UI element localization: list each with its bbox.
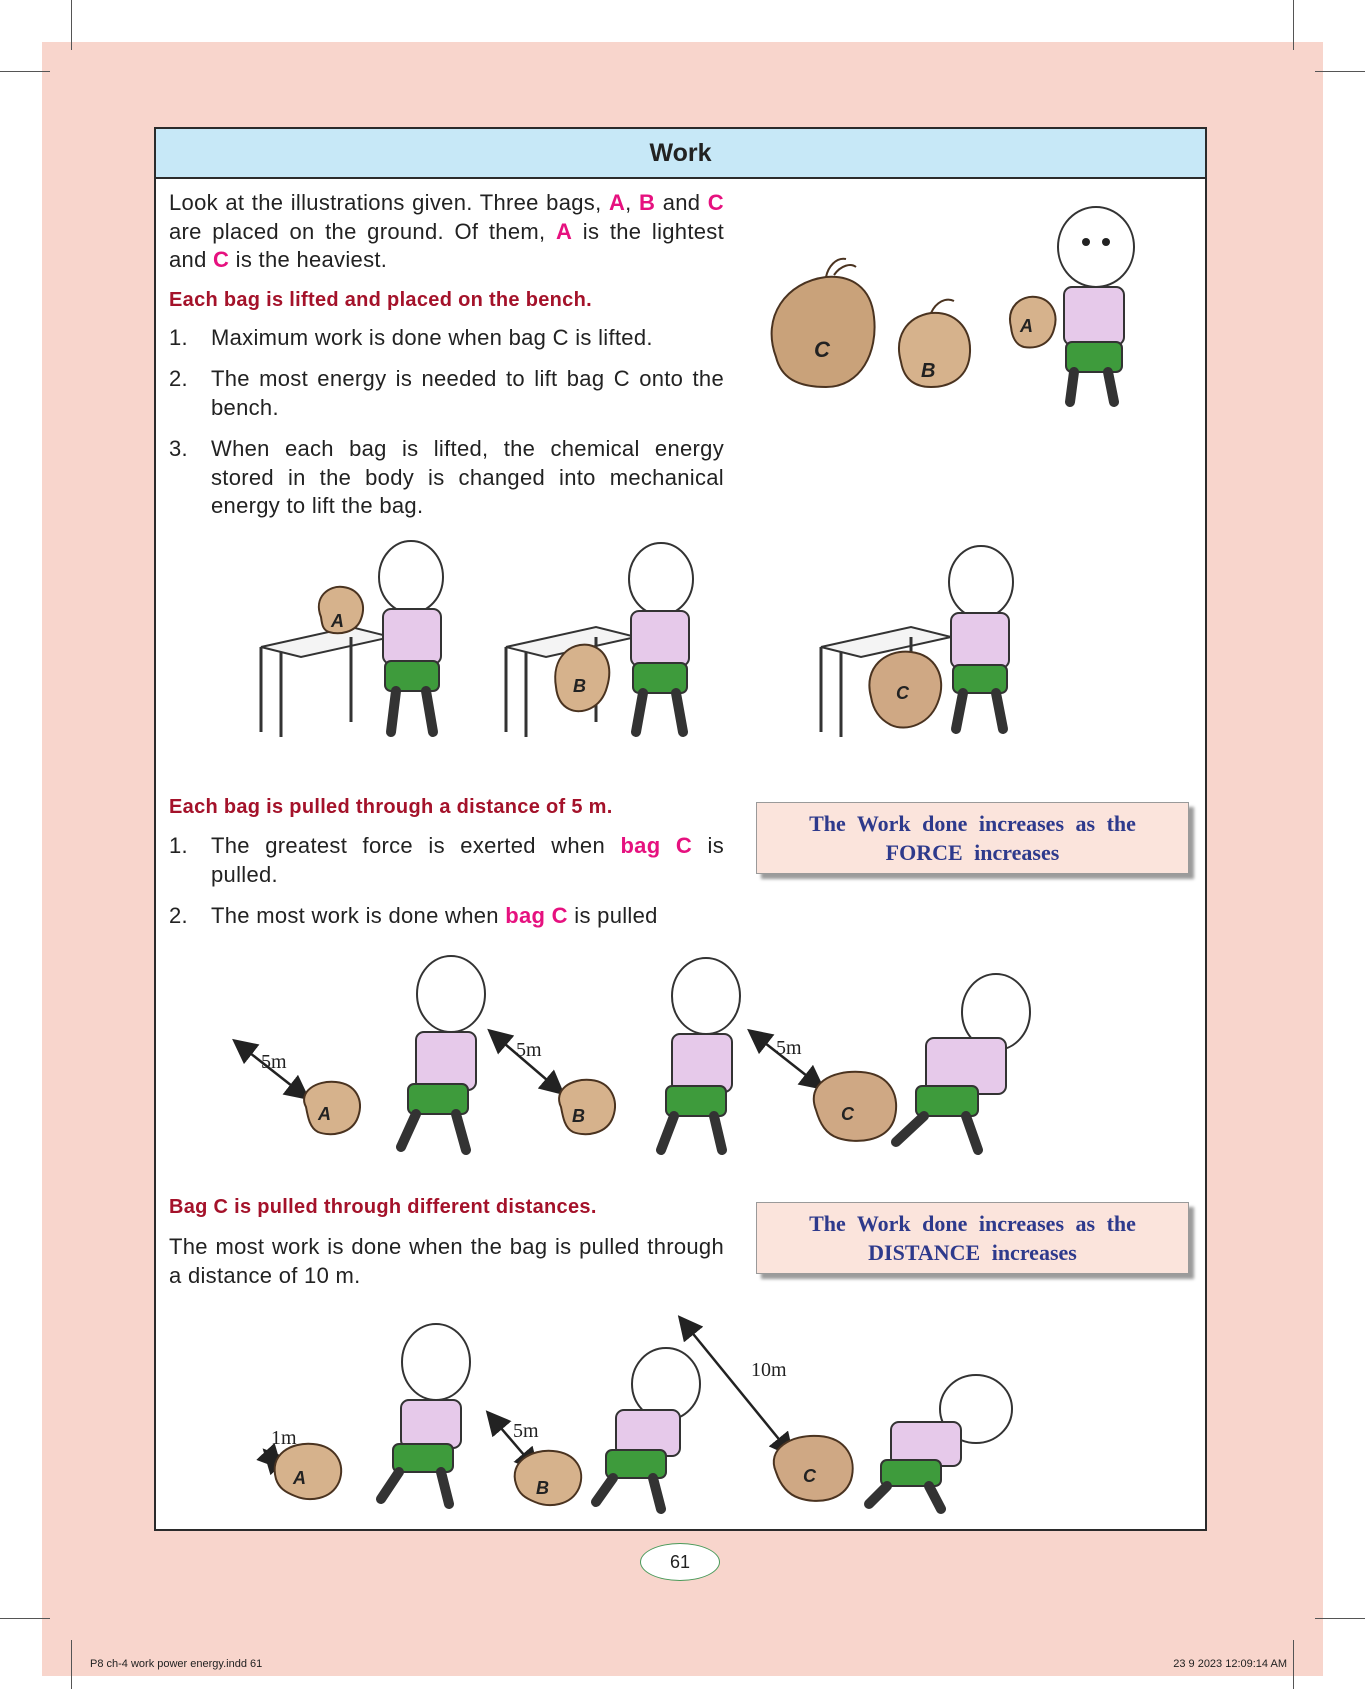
list-item: 3. When each bag is lifted, the chemical energy stored in the body is changed into mechanical energy to lift the bag. [169,436,724,518]
distance-scene-10m [681,1319,1012,1509]
footer-timestamp: 23 9 2023 12:09:14 AM [1173,1658,1287,1670]
svg-text:5m: 5m [261,1051,287,1073]
illustration-different-distances [251,1304,1111,1519]
svg-text:A: A [293,1468,306,1488]
distance-scene-5m [489,1348,700,1509]
section-heading-lift: Each bag is lifted and placed on the bench. [169,289,592,311]
svg-text:A: A [318,1104,331,1124]
svg-text:B: B [536,1478,549,1498]
footer-file-info: P8 ch-4 work power energy.indd 61 [90,1658,263,1670]
illustration-bags-on-ground [756,187,1156,417]
pull-scene-c [751,974,1030,1150]
section-heading-different-distances: Bag C is pulled through different distances. [169,1196,597,1218]
svg-text:1m: 1m [271,1427,297,1449]
crop-mark [1293,0,1294,50]
bag-b-illustration [899,300,970,387]
svg-text:C: C [841,1104,854,1124]
bench-scene-c [821,546,1013,737]
list-item: 1. The greatest force is exerted when bag C is pulled. [169,833,724,887]
bench-scene-b [506,543,693,737]
distance-paragraph: The most work is done when the bag is pulled through a distance of 10 m. [169,1234,724,1288]
list-item: 2. The most work is done when bag C is pulled [169,903,658,928]
page-title: Work [156,129,1205,179]
list-item: 2. The most energy is needed to lift bag C onto the bench. [169,366,724,420]
page-number: 61 [640,1543,720,1581]
svg-text:C: C [896,683,909,703]
callout-force: The Work done increases as the FORCE increases [756,802,1189,874]
boy-holding-bag-a [1010,207,1134,402]
pull-scene-b [491,958,740,1150]
pull-scene-a [236,956,485,1150]
illustration-lifting-onto-bench [251,537,1111,747]
callout-distance: The Work done increases as the DISTANCE increases [756,1202,1189,1274]
crop-mark [0,1618,50,1619]
svg-text:B: B [921,360,936,382]
bench-scene-a [261,541,443,737]
crop-mark [71,0,72,50]
svg-text:B: B [573,676,586,696]
svg-text:A: A [1020,316,1033,336]
crop-mark [71,1640,72,1689]
crop-mark [1315,71,1365,72]
list-item: 1. Maximum work is done when bag C is lifted. [169,325,653,350]
svg-text:A: A [331,611,344,631]
intro-paragraph: Look at the illustrations given. Three bags, A, B and C are placed on the ground. Of them, A is the lightest and C is the heaviest. [169,190,724,272]
crop-mark [1315,1618,1365,1619]
svg-text:5m: 5m [513,1420,539,1442]
content-frame [154,127,1207,1531]
svg-text:B: B [572,1106,585,1126]
crop-mark [0,71,50,72]
crop-mark [1293,1640,1294,1689]
svg-text:10m: 10m [751,1359,787,1381]
bag-c-illustration [772,259,875,387]
distance-scene-1m [266,1324,470,1504]
svg-text:C: C [814,337,830,362]
svg-text:5m: 5m [516,1039,542,1061]
svg-text:C: C [803,1466,816,1486]
svg-text:5m: 5m [776,1037,802,1059]
illustration-pulling-5m [226,952,1126,1162]
section-heading-pull-5m: Each bag is pulled through a distance of 5 m. [169,796,613,818]
